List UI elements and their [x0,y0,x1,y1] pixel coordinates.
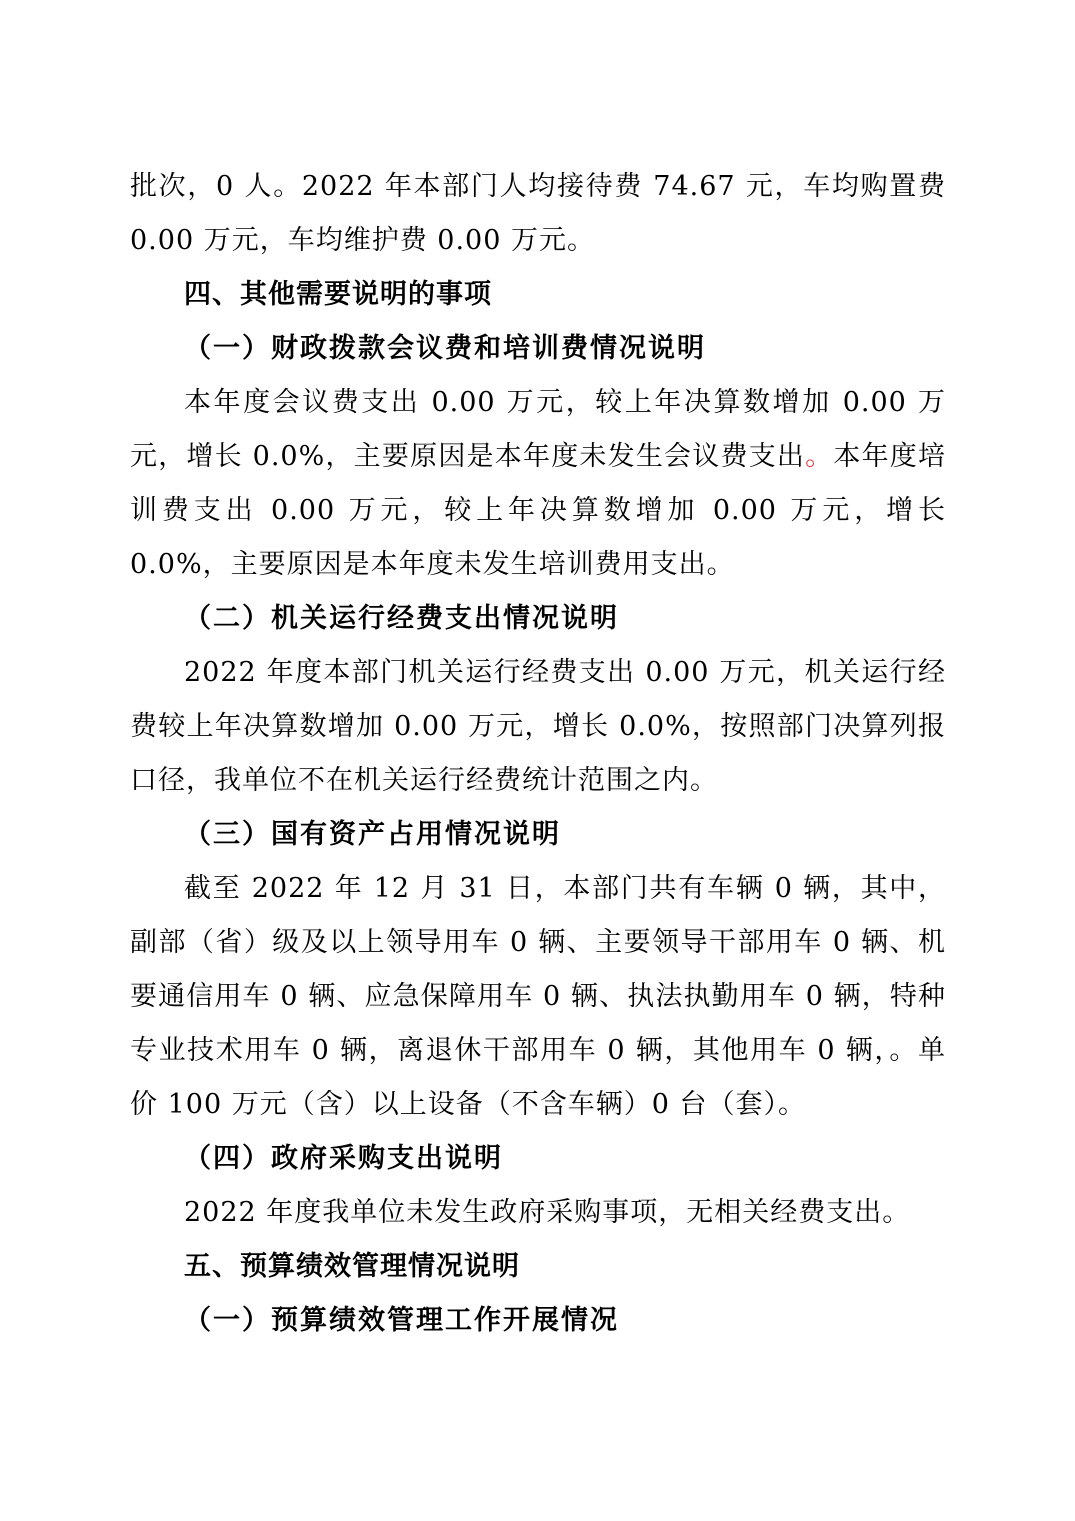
meeting-text: 本年度会议费支出 0.00 万元，较上年决算数增加 0.00 万元，增长 0.0%，主要原因是本年度未发生会议费支出 [130,387,946,472]
paragraph-state-assets: 截至 2022 年 12 月 31 日，本部门共有车辆 0 辆，其中，副部（省）级及以上领导用车 0 辆、主要领导干部用车 0 辆、机要通信用车 0 辆、应急保障用车 0 辆、执法执勤用车 0 辆，特种专业技术用车 0 辆，离退休干部用车 0 辆，其他用车 0 辆，。单价 100 万元（含）以上设备（不含车辆）0 台（套）。 [130,873,946,1120]
subheading-procurement: （四）政府采购支出说明 [184,1143,503,1174]
section-heading-performance: 五、预算绩效管理情况说明 [184,1251,520,1282]
training-text: 本年度培训费支出 0.00 万元，较上年决算数增加 0.00 万元，增长 0.0%，主要原因是本年度未发生培训费用支出。 [130,441,947,580]
paragraph-operating-costs: 2022 年度本部门机关运行经费支出 0.00 万元，机关运行经费较上年决算数增加 0.00 万元，增长 0.0%，按照部门决算列报口径，我单位不在机关运行经费统计范围之内。 [130,657,946,796]
subheading-operating-costs: （二）机关运行经费支出情况说明 [184,603,619,634]
document-page [130,160,946,1348]
section-heading-other-matters: 四、其他需要说明的事项 [184,279,492,310]
paragraph-reception-costs: 批次，0 人。2022 年本部门人均接待费 74.67 元，车均购置费 0.00 万元，车均维护费 0.00 万元。 [130,171,946,256]
subheading-meeting-training: （一）财政拨款会议费和培训费情况说明 [184,333,706,364]
paragraph-meeting-training [130,376,946,592]
subheading-performance-work: （一）预算绩效管理工作开展情况 [184,1305,619,1336]
paragraph-procurement: 2022 年度我单位未发生政府采购事项，无相关经费支出。 [184,1197,911,1228]
red-period-mark: 。 [805,441,834,472]
subheading-state-assets: （三）国有资产占用情况说明 [184,819,561,850]
